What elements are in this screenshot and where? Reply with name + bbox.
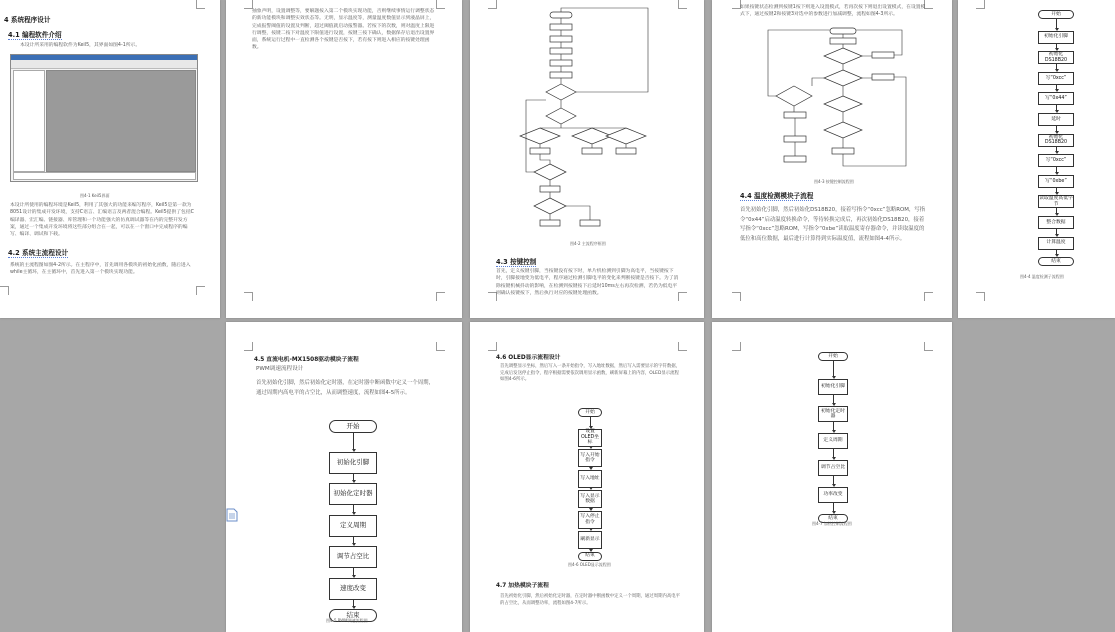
flowchart-node — [832, 148, 854, 154]
flowchart-process-node: 延时 — [1038, 113, 1074, 126]
flowchart-node — [830, 38, 856, 44]
flowchart-start-node: 开始 — [329, 420, 377, 433]
flowchart-process-node: 调节占空比 — [818, 460, 848, 476]
figure-caption: 图4-1 Keil5界面 — [80, 193, 110, 198]
figure-caption: 图4-7 加热控制流程图 — [812, 521, 852, 526]
flowchart-node — [530, 148, 550, 154]
flowchart-process-node: 功率改变 — [818, 487, 848, 503]
flowchart-process-node: 整合数据 — [1038, 216, 1074, 229]
page-corner-mark — [0, 286, 9, 295]
heading-main-flow: 4.2 系统主流程设计 — [8, 249, 69, 257]
flowchart-connector — [833, 422, 834, 430]
page-corner-mark — [924, 342, 933, 351]
flowchart-process-node: 写入地址 — [578, 470, 602, 488]
flowchart-node — [784, 156, 806, 162]
heading-oled-flow: 4.6 OLED显示流程设计 — [496, 355, 561, 361]
flowchart-node — [872, 74, 894, 80]
ide-project-panel — [13, 70, 45, 172]
page-corner-mark — [436, 0, 445, 9]
page-corner-mark — [678, 292, 687, 301]
page-corner-mark — [196, 286, 205, 295]
paragraph: 首先初始化引脚，然后初始化DS18B20，接着写指令“0xcc”忽略ROM，写指令“0x44”启动温度转换命令，等待转换完成后，再次初始化DS18B20，接着写指令“0xcc”忽略ROM，写指令“0xbe”读取温度寄存器命令，并读取温度的低位和高位数据，最后进行计算得到实际温度值，流程如图4-4所示。 — [740, 207, 926, 242]
flowchart-process-node: 初始化引脚 — [329, 452, 377, 474]
flowchart-decision — [546, 108, 576, 124]
paragraph: 抽象声明，设置调整等，要解题按入第二个模块实现功能，否则继续事情运行调整状态的新功能模块和调整实效状态等。无明，显示温度等，测量温度数值显示到液晶屏上，完成报警阈值的设置及判断，超过阈值就启动报警器。若按下的次数，则对温度上限进行调整，按键二按下对温度下限值进行设置，按键三按下确认，数据保存后退出设置界面，系统运行过程中一直检测各个按键是否按下，若有按下则进入相应的按键处理函数。 — [252, 9, 435, 51]
flowchart-process-node: 初始化引脚 — [1038, 31, 1074, 44]
flowchart-decision — [824, 122, 862, 138]
flowchart-decision — [546, 84, 576, 100]
flowchart-node — [582, 148, 602, 154]
flowchart-connector — [833, 476, 834, 484]
page-corner-mark — [976, 292, 985, 301]
document-page-1[interactable] — [0, 0, 220, 318]
flowchart-process-node: 写“0xbe” — [1038, 175, 1074, 188]
flowchart-connector — [590, 417, 591, 426]
flowchart-node — [550, 48, 572, 54]
flowchart-node — [580, 220, 600, 226]
heading-motor-flow: 4.5 直流电机-MX1508驱动模块子流程 — [254, 357, 359, 363]
flowchart-node — [616, 148, 636, 154]
figure-caption: 图4-6 OLED显示流程图 — [568, 562, 611, 567]
page-corner-mark — [436, 292, 445, 301]
key-flowchart-diagram — [712, 26, 952, 176]
flowchart-process-node: 定义周期 — [818, 433, 848, 449]
document-page-5[interactable] — [958, 0, 1115, 318]
flowchart-process-node: 初始化DS18B20 — [1038, 51, 1074, 64]
document-page-4[interactable] — [712, 0, 952, 318]
page-corner-mark — [732, 292, 741, 301]
flowchart-process-node: 定义周期 — [329, 515, 377, 537]
flowchart-start-node: 开始 — [1038, 10, 1074, 19]
flowchart-process-node: 写“0xcc” — [1038, 72, 1074, 85]
heading-key-control: 4.3 按键控制 — [496, 258, 537, 266]
flowchart-decision — [534, 164, 566, 180]
flowchart-decision — [534, 198, 566, 214]
page-corner-mark — [976, 0, 985, 9]
flowchart-process-node: 调节占空比 — [329, 546, 377, 568]
flowchart-node — [784, 112, 806, 118]
paragraph: 首先调整显示坐标，然后写入一条开始指令，写入地址数据，然后写入需要显示的字符数据，完成后发送停止指令，程序根据需要依次调用显示函数，刷新屏幕上的内容，OLED显示流程如图4-6所示。 — [500, 364, 681, 382]
flowchart-process-node: 写入显示数据 — [578, 490, 602, 508]
ide-toolbar — [11, 60, 197, 69]
main-flowchart-diagram — [470, 0, 704, 240]
flowchart-connector — [833, 503, 834, 511]
figure-caption: 图4-2 主流程序框图 — [570, 241, 606, 246]
page-corner-mark — [436, 342, 445, 351]
flowchart-decision — [606, 128, 646, 144]
flowchart-connector — [1056, 19, 1057, 28]
document-page-8[interactable] — [712, 322, 952, 632]
flowchart-start-node: 开始 — [818, 352, 848, 361]
paragraph: 首先，定义按键引脚，当按键没有按下时，单片机检测到引脚为高电平，当按键按下时，引脚接地变为低电平，程序通过检测引脚电平的变化来判断按键是否按下。为了消除按键机械抖动的影响，在检测到按键按下后延时10ms左右再次检测，若仍为低电平则确认按键按下，然后执行对应的按键处理函数。 — [496, 269, 679, 296]
flowchart-process-node: 写“0xcc” — [1038, 154, 1074, 167]
heading-system-program-design: 4 系统程序设计 — [4, 16, 51, 24]
paragraph: 首先初始化引脚，然后初始化定时器，在定时器中断函数中定义一个周期，通过周期内高电平的占空比，从而调整速度，流程如图4-5所示。 — [256, 380, 434, 396]
figure-caption: 图4-4 温度检测子流程图 — [1020, 274, 1064, 279]
flowchart-node — [830, 28, 856, 34]
paragraph: 本设计所使用的编程环境是Keil5，利用了其强大的功能来编写程序，Keil5是第一款为8051设计的集成开发环境，支持C语言、汇编语言及两者混合编程。Keil5提供了包括C编译器、宏汇编、链接器、库管理和一个功能强大的仿真调试器等在内的完整开发方案，通过一个集成开发环境将这些部分组合在一起，可以在一个窗口中完成程序的编写、编译、调试和下载。 — [10, 203, 194, 238]
flowchart-node — [550, 36, 572, 42]
paragraph: 系统的主流程图如图4-2所示。在主程序中，首先调用各模块的初始化函数，随后进入while主循环，在主循环中，首先进入第一个模块实现功能。 — [10, 263, 191, 276]
document-page-2[interactable] — [226, 0, 462, 318]
flowchart-connector — [833, 361, 834, 376]
flowchart-node — [550, 72, 572, 78]
flowchart-process-node: 初始化定时器 — [329, 483, 377, 505]
flowchart-end-node: 结束 — [329, 609, 377, 622]
flowchart-process-node: 计算温度 — [1038, 237, 1074, 250]
flowchart-process-node: 初始化定时器 — [818, 406, 848, 422]
flowchart-node — [540, 220, 560, 226]
flowchart-end-node: 结束 — [578, 552, 602, 561]
flowchart-decision — [824, 48, 862, 64]
flowchart-node — [872, 52, 894, 58]
heading-software-intro: 4.1 编程软件介绍 — [8, 31, 62, 39]
page-corner-mark — [244, 292, 253, 301]
flowchart-process-node: 刷新显示 — [578, 531, 602, 549]
flowchart-node — [550, 12, 572, 18]
flowchart-process-node: 初始化DS18B20 — [1038, 134, 1074, 147]
flowchart-connector — [353, 433, 354, 449]
document-page-3[interactable] — [470, 0, 704, 318]
document-page-6[interactable] — [226, 322, 462, 632]
flowchart-process-node: 写入停止指令 — [578, 511, 602, 529]
flowchart-process-node: 初始化引脚 — [818, 379, 848, 395]
page-corner-mark — [488, 342, 497, 351]
flowchart-node — [784, 136, 806, 142]
keil-ide-screenshot — [10, 54, 198, 182]
flowchart-node — [540, 186, 560, 192]
figure-caption: 图4-5 PWM调速流程图 — [326, 618, 368, 623]
flowchart-decision — [824, 96, 862, 112]
document-icon[interactable] — [226, 508, 238, 522]
flowchart-process-node: 写入开始指令 — [578, 449, 602, 467]
flowchart-end-node: 结束 — [1038, 257, 1074, 266]
subheading-pwm: PWM调速流程设计 — [256, 366, 304, 372]
page-corner-mark — [244, 342, 253, 351]
heading-temp-detect: 4.4 温度检测模块子流程 — [740, 192, 814, 200]
document-page-7[interactable] — [470, 322, 704, 632]
page-corner-mark — [678, 342, 687, 351]
flowchart-process-node: 写“0x44” — [1038, 92, 1074, 105]
page-corner-mark — [732, 342, 741, 351]
flowchart-connector — [833, 395, 834, 403]
figure-caption: 图4-3 按键控制流程图 — [814, 179, 854, 184]
page-corner-mark — [924, 292, 933, 301]
ide-editor-area — [46, 70, 196, 172]
flowchart-process-node: 读取温度高低字节 — [1039, 196, 1073, 207]
flowchart-connector — [833, 449, 834, 457]
paragraph: 首先初始化引脚，然后初始化定时器，在定时器中断函数中定义一个周期，通过周期内高电平的占空比，从而调整功率，流程如图4-7所示。 — [500, 594, 681, 606]
flowchart-end-node: 结束 — [818, 514, 848, 523]
flowchart-node — [550, 60, 572, 66]
flowchart-process-node: 设置OLED坐标 — [578, 429, 602, 447]
page-corner-mark — [196, 0, 205, 9]
paragraph: 本设计所采用的编程软件为Keil5，其界面如图4-1所示。 — [20, 43, 141, 48]
heading-heating-flow: 4.7 加热模块子流程 — [496, 583, 549, 589]
flowchart-node — [550, 24, 572, 30]
ide-output-panel — [13, 172, 196, 180]
flowchart-decision — [824, 70, 862, 86]
flowchart-start-node: 开始 — [578, 408, 602, 417]
paragraph: 如果按键状态检测到按键1按下则进入设置模式，若再次按下则退出设置模式，在设置模式下，通过按键2和按键3对选中的参数进行加减调整，流程如图4-3所示。 — [740, 5, 926, 18]
flowchart-process-node: 速度改变 — [329, 578, 377, 600]
flowchart-decision — [776, 86, 812, 106]
